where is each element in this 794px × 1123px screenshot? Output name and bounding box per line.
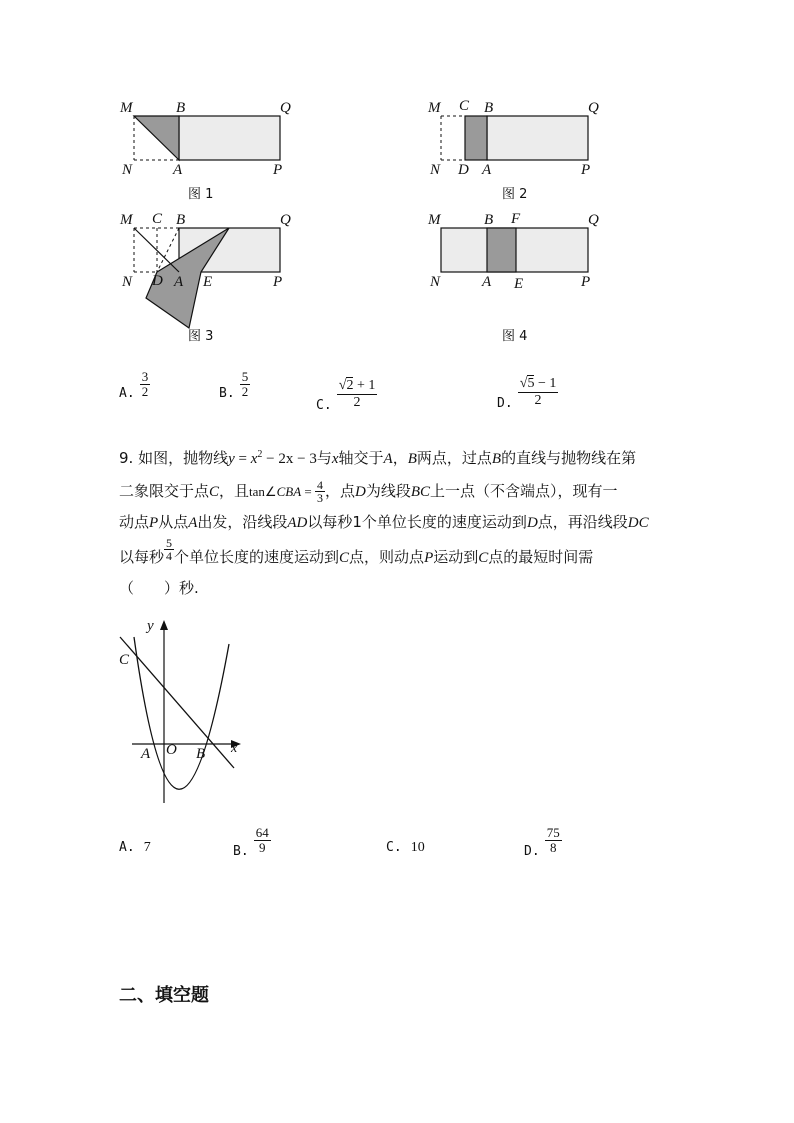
q9-math: P — [149, 515, 159, 531]
q9-option-b-letter: B. — [233, 844, 249, 859]
q9-math: C — [209, 484, 220, 500]
q9-math: C — [478, 550, 489, 566]
q9-text: 运动到 — [433, 548, 479, 566]
fig3-label-m: M — [120, 212, 133, 228]
q9-speed-den: 4 — [166, 549, 173, 563]
q9-math: BC — [410, 484, 431, 500]
fig3-caption: 图 3 — [188, 329, 214, 344]
q8-option-d-den: 2 — [534, 393, 542, 408]
fig1-label-m: M — [120, 100, 133, 116]
q9-math: = — [301, 484, 315, 499]
fig1-label-a: A — [173, 162, 183, 178]
graph-label-y: y — [147, 618, 154, 634]
q9-option-d-den: 8 — [550, 840, 557, 855]
fig1-label-b: B — [176, 100, 186, 116]
q9-text: 点，再沿线段 — [537, 513, 628, 531]
q9-math: x — [250, 451, 258, 467]
fig4-folded-strip — [487, 228, 516, 272]
fig3-label-d: D — [152, 273, 163, 289]
fig1-label-p: P — [273, 162, 283, 178]
q8-option-a-fraction — [140, 370, 151, 399]
q8-option-b — [219, 369, 250, 407]
fig1-folded-triangle — [134, 116, 179, 160]
q9-text: 点，则动点 — [349, 548, 425, 566]
q8-option-c-num-rest: + 1 — [353, 378, 376, 393]
q9-math: B — [491, 451, 502, 467]
fig4-label-n: N — [430, 274, 441, 290]
q9-option-b-fraction — [254, 826, 271, 855]
figure-2 — [441, 116, 588, 160]
q9-line-1 — [119, 440, 689, 474]
fig2-label-a: A — [482, 162, 492, 178]
q9-text: 与 — [316, 449, 332, 467]
fig2-label-c: C — [459, 98, 470, 114]
q8-option-a-letter: A. — [119, 386, 135, 401]
sqrt-sign: √ — [338, 378, 347, 393]
q9-text: 轴交于 — [338, 449, 384, 467]
q9-line-5 — [119, 573, 689, 603]
q9-option-c — [386, 836, 425, 856]
q9-math: − 2x − 3 — [262, 451, 317, 467]
q8-option-d-radicand: 5 — [527, 376, 535, 391]
q9-text: 以每秒1个单位长度的速度运动到 — [307, 513, 527, 531]
fig4-label-f: F — [511, 211, 521, 227]
section-heading-fill-in: 二、填空题 — [119, 985, 209, 1006]
fig1-caption: 图 1 — [188, 187, 214, 202]
fig2-label-d: D — [458, 162, 469, 178]
q8-option-c-den: 2 — [353, 395, 361, 410]
q9-line-3 — [119, 507, 689, 538]
fig4-label-b: B — [484, 212, 494, 228]
fig2-folded-strip — [465, 116, 487, 160]
q9-option-a-value: 7 — [143, 840, 151, 855]
graph-label-a: A — [141, 746, 151, 762]
q9-text: 二象限交于点 — [119, 482, 210, 500]
graph-label-b: B — [196, 746, 206, 762]
q9-speed-fraction — [164, 537, 174, 562]
q8-option-a-num: 3 — [141, 369, 149, 384]
q9-text: 动点 — [119, 513, 150, 531]
q8-option-c — [316, 378, 377, 411]
q9-line-2 — [119, 476, 689, 507]
q9-option-b-num: 64 — [255, 825, 269, 840]
q9-math: D — [355, 484, 366, 500]
q8-option-d-fraction — [518, 376, 559, 409]
folding-figures — [0, 0, 794, 360]
q8-option-a — [119, 369, 150, 407]
q8-option-c-fraction — [337, 378, 378, 411]
q9-text: 为线段 — [365, 482, 411, 500]
q9-option-b — [233, 825, 271, 859]
q9-option-c-letter: C. — [386, 840, 402, 855]
fig3-label-n: N — [122, 274, 133, 290]
q8-option-d — [497, 376, 558, 409]
q8-option-b-num: 5 — [241, 369, 249, 384]
q9-math: x — [331, 451, 339, 467]
fig3-label-q: Q — [280, 212, 291, 228]
q9-line-4 — [119, 536, 689, 573]
fig3-label-p: P — [273, 274, 283, 290]
q8-option-c-letter: C. — [316, 398, 332, 413]
fig2-caption: 图 2 — [502, 187, 528, 202]
q9-text: ， — [392, 449, 408, 467]
fig2-rect — [487, 116, 588, 160]
q9-answer-blank: （ ）秒. — [119, 579, 199, 597]
q9-math: tan∠ — [249, 484, 277, 499]
fig2-label-m: M — [428, 100, 441, 116]
q9-math: AD — [287, 515, 308, 531]
fig3-label-c: C — [152, 211, 163, 227]
q9-text: ，点 — [325, 482, 356, 500]
q9-math: A — [188, 515, 198, 531]
q8-option-b-den: 2 — [241, 384, 249, 399]
fig4-label-e: E — [514, 276, 524, 292]
fig1-label-n: N — [122, 162, 133, 178]
q9-math: DC — [627, 515, 649, 531]
q9-text: 个单位长度的速度运动到 — [174, 548, 340, 566]
q8-option-c-radicand: 2 — [346, 378, 354, 393]
q9-option-d-letter: D. — [524, 844, 540, 859]
fig2-label-b: B — [484, 100, 494, 116]
q9-option-a — [119, 836, 151, 856]
q9-math: y — [228, 451, 235, 467]
q9-math: B — [407, 451, 417, 467]
q9-math: A — [383, 451, 393, 467]
q9-option-c-value: 10 — [410, 840, 425, 855]
y-axis-arrow-icon — [160, 620, 168, 630]
q9-text: 从点 — [158, 513, 189, 531]
q9-text: 两点，过点 — [416, 449, 492, 467]
q9-tan-fraction — [315, 479, 325, 504]
q9-math: 2 — [257, 449, 263, 460]
graph-label-x: x — [231, 741, 238, 756]
fig4-label-q: Q — [588, 212, 599, 228]
fig4-caption: 图 4 — [502, 329, 528, 344]
q9-text: 的直线与抛物线在第 — [501, 449, 637, 467]
q9-tan-den: 3 — [317, 491, 323, 505]
q9-speed-num: 5 — [166, 536, 173, 550]
fig2-label-n: N — [430, 162, 441, 178]
q9-text: 点的最短时间需 — [488, 548, 594, 566]
q9-tan-num: 4 — [317, 478, 323, 492]
fig3-label-b: B — [176, 212, 186, 228]
fig3-label-e: E — [203, 274, 213, 290]
q8-option-b-letter: B. — [219, 386, 235, 401]
q9-number: 9. — [119, 449, 134, 467]
fig4-label-p: P — [581, 274, 591, 290]
fig3-label-a: A — [174, 274, 184, 290]
q9-stem — [119, 440, 689, 603]
q8-option-b-fraction — [240, 370, 251, 399]
q8-option-a-den: 2 — [141, 384, 149, 399]
q9-math: C — [339, 550, 350, 566]
fig1-rect-ABQP — [179, 116, 280, 160]
q9-text: 以每秒 — [119, 548, 165, 566]
q8-option-d-letter: D. — [497, 396, 513, 411]
fig4-label-a: A — [482, 274, 492, 290]
q9-text: 出发，沿线段 — [197, 513, 288, 531]
q9-math: CBA — [276, 484, 302, 499]
q9-option-d-fraction — [545, 826, 562, 855]
graph-label-o: O — [166, 742, 177, 758]
parabola-curve — [134, 637, 229, 789]
fig2-label-p: P — [581, 162, 591, 178]
q9-math: = — [234, 451, 251, 467]
q9-text: 上一点（不含端点），现有一 — [430, 482, 618, 500]
q9-math: P — [424, 550, 434, 566]
sqrt-sign: √ — [519, 376, 528, 391]
q8-option-c-num — [337, 378, 378, 395]
fig2-label-q: Q — [588, 100, 599, 116]
q9-parabola-graph — [110, 615, 250, 805]
fig4-label-m: M — [428, 212, 441, 228]
figure-4 — [441, 228, 588, 272]
q8-option-d-num-rest: − 1 — [534, 376, 557, 391]
q8-option-d-num — [518, 376, 559, 393]
fig1-label-q: Q — [280, 100, 291, 116]
q9-option-a-letter: A. — [119, 840, 135, 855]
q9-option-b-den: 9 — [259, 840, 266, 855]
q9-text: ，且 — [219, 482, 250, 500]
q9-text: 如图，抛物线 — [138, 449, 229, 467]
figure-1 — [134, 116, 280, 160]
q9-option-d-num: 75 — [546, 825, 560, 840]
graph-label-c: C — [119, 652, 130, 668]
q9-option-d — [524, 825, 562, 859]
q9-math: D — [526, 515, 538, 531]
